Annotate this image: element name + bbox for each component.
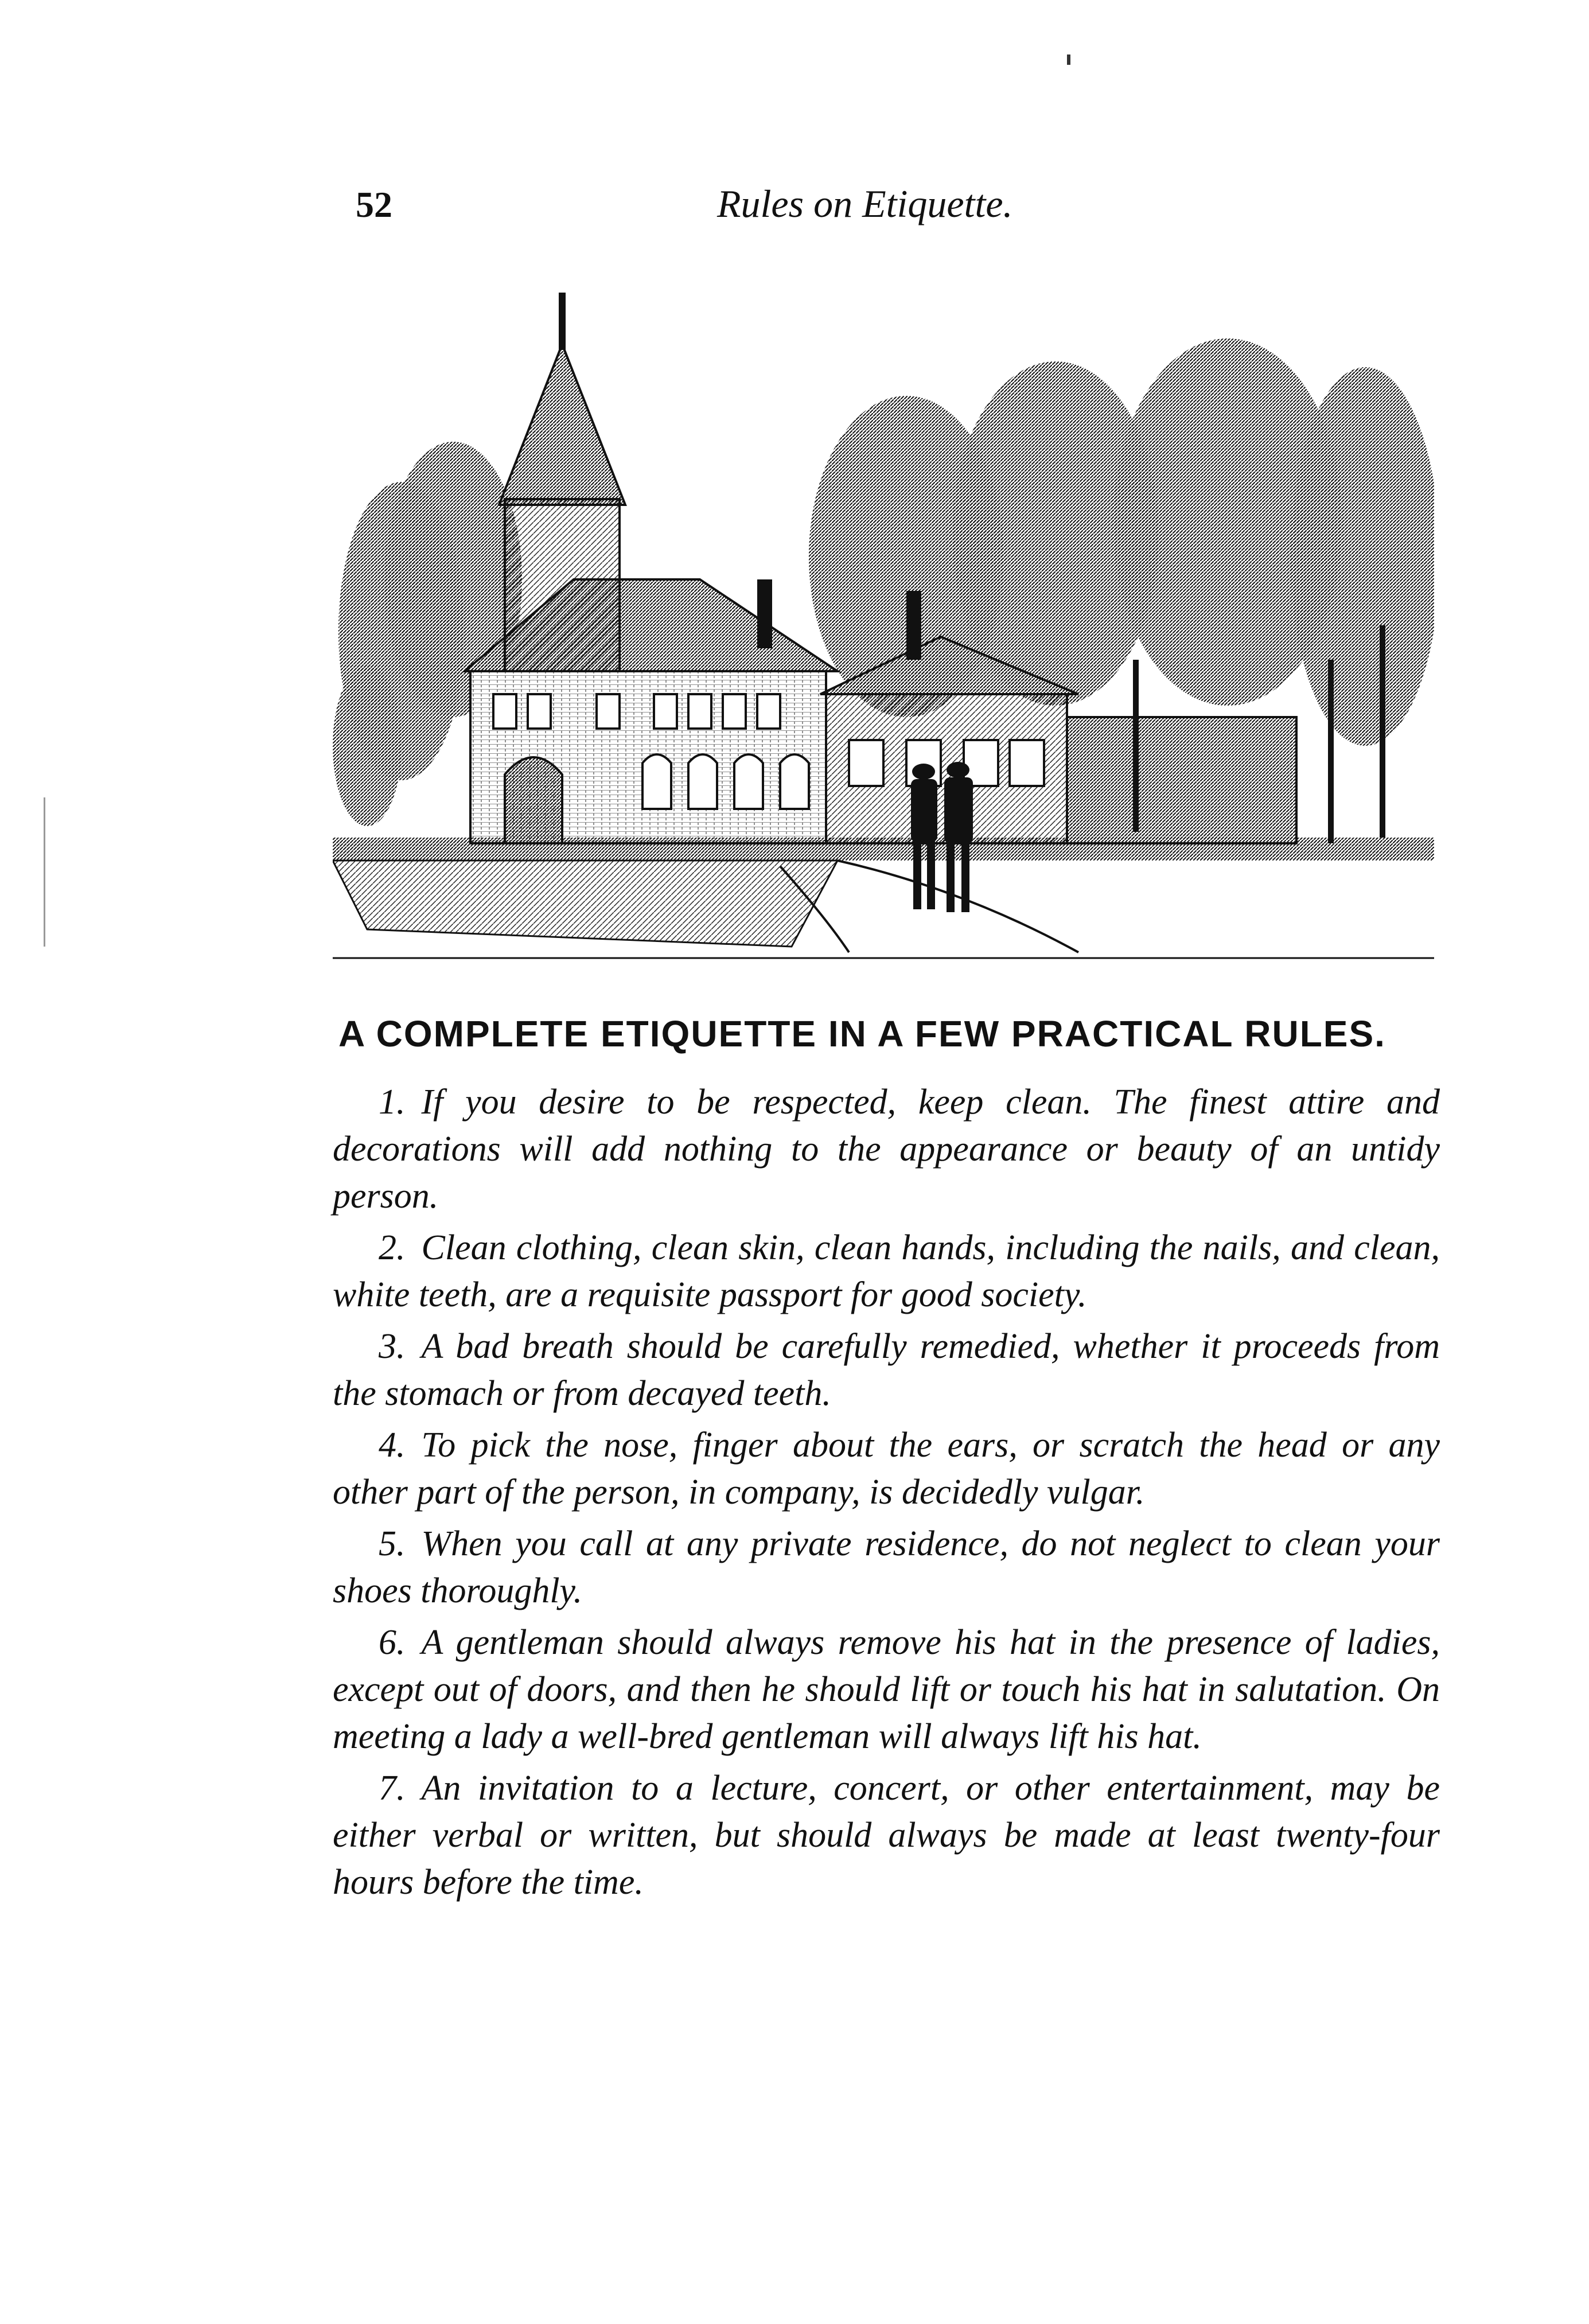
rule-text: An invitation to a lecture, concert, or other entertainment, may be either verbal or written, but should always be made at least twenty-four hours before the time. bbox=[333, 1769, 1440, 1902]
rule-number: 6. bbox=[379, 1623, 406, 1662]
rule-text: A bad breath should be carefully remedied, whether it proceeds from the stomach or from decayed teeth. bbox=[333, 1327, 1440, 1413]
section-title: A COMPLETE ETIQUETTE IN A FEW PRACTICAL RULES. bbox=[338, 1013, 1386, 1054]
rule-number: 5. bbox=[379, 1524, 406, 1563]
scan-speck bbox=[44, 797, 45, 947]
rule-text: Clean clothing, clean skin, clean hands, including the nails, and clean, white teeth, are a requisite passport for good society. bbox=[333, 1228, 1440, 1314]
rule-item bbox=[333, 1323, 1440, 1417]
rule-text: If you desire to be respected, keep clean. The finest attire and decorations will add nothing to the appearance or beauty of an untidy person. bbox=[333, 1083, 1440, 1216]
running-head: Rules on Etiquette. bbox=[717, 182, 1013, 225]
building-engraving-illustration bbox=[333, 258, 1434, 970]
rule-item bbox=[333, 1422, 1440, 1516]
rule-number: 7. bbox=[379, 1769, 406, 1808]
entrance-arch bbox=[505, 757, 562, 843]
rule-item bbox=[333, 1224, 1440, 1318]
scan-speck bbox=[1067, 55, 1070, 65]
page-number: 52 bbox=[356, 184, 392, 225]
rule-item bbox=[333, 1619, 1440, 1760]
rule-text: A gentleman should always remove his hat in the presence of ladies, except out of doors, and then he should lift or touch his hat in salutation. On meeting a lady a well-bred gentleman will always lift his hat. bbox=[333, 1623, 1440, 1756]
rule-item bbox=[333, 1765, 1440, 1906]
rule-number: 1. bbox=[379, 1083, 406, 1122]
rule-text: When you call at any private residence, do not neglect to clean your shoes thoroughly. bbox=[333, 1524, 1440, 1610]
rule-item bbox=[333, 1079, 1440, 1220]
rule-text: To pick the nose, finger about the ears, or scratch the head or any other part of the person, in company, is decidedly vulgar. bbox=[333, 1426, 1440, 1512]
rule-item bbox=[333, 1520, 1440, 1614]
ground bbox=[333, 838, 1434, 958]
rule-number: 4. bbox=[379, 1426, 406, 1465]
rules-list bbox=[333, 1079, 1440, 1910]
rule-number: 3. bbox=[379, 1327, 406, 1366]
rule-number: 2. bbox=[379, 1228, 406, 1267]
